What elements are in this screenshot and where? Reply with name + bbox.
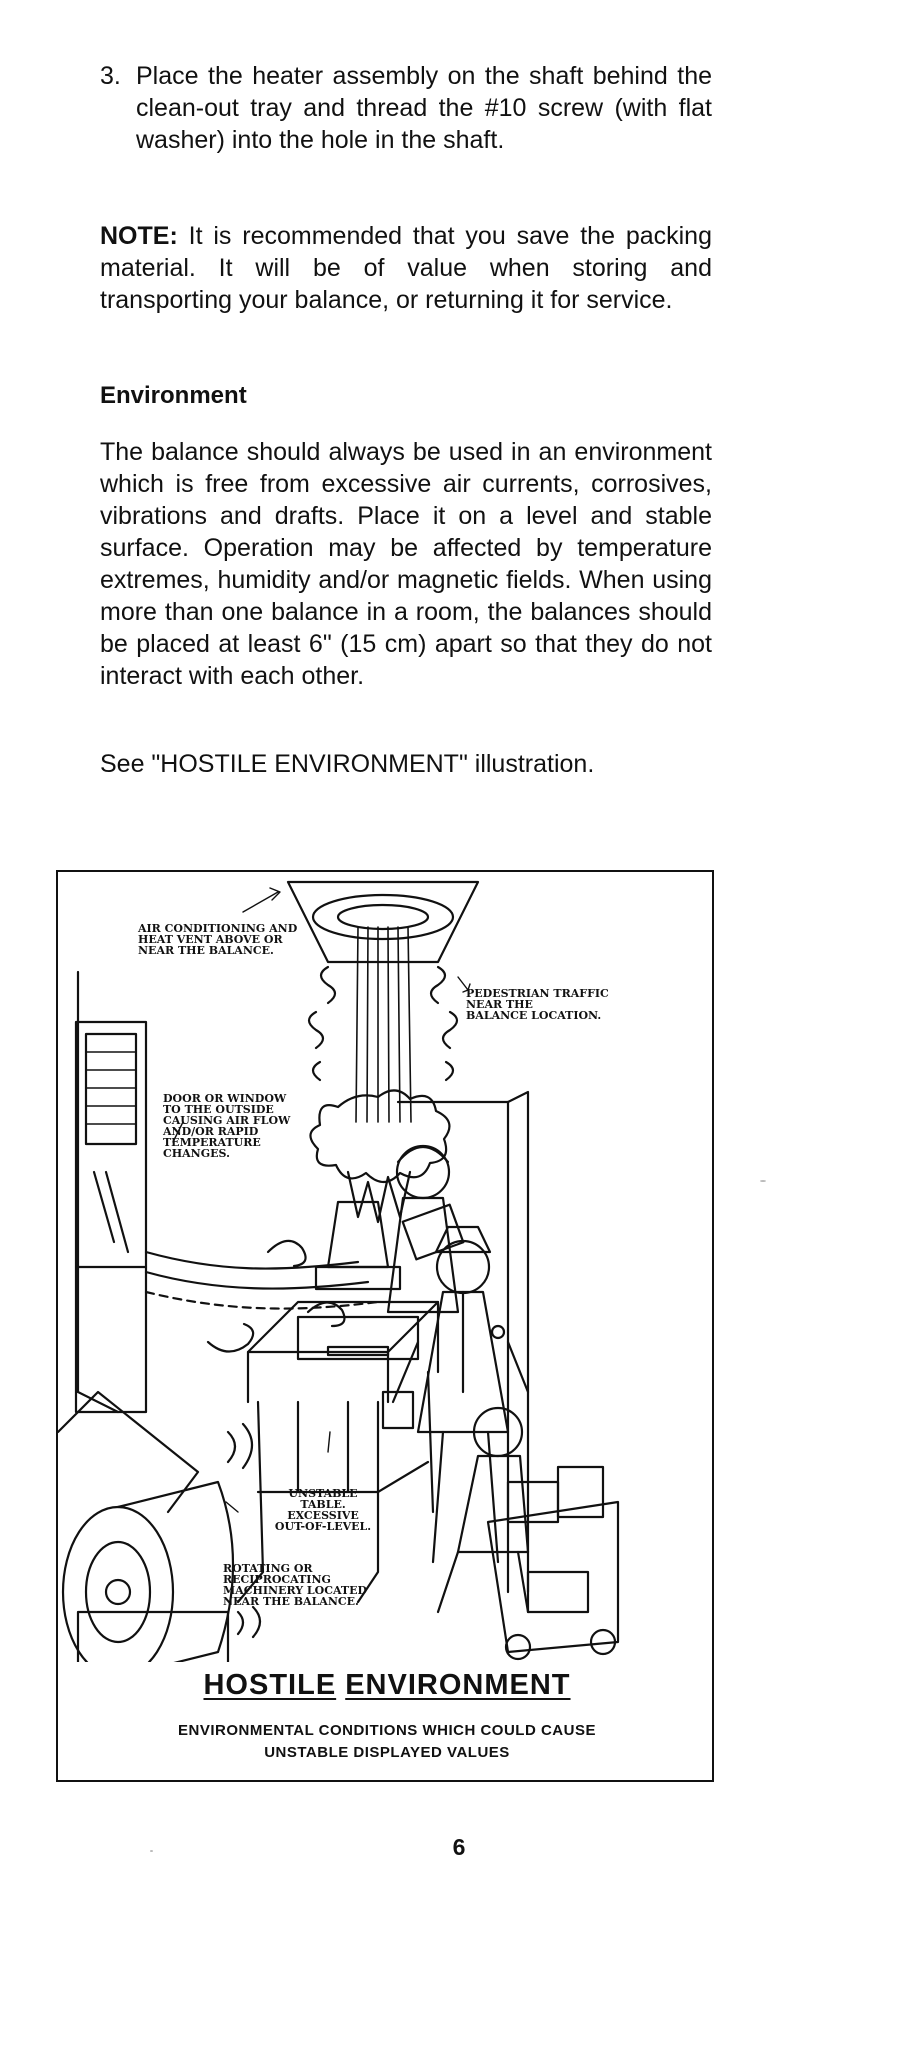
illustration — [58, 872, 716, 1662]
environment-paragraph: The balance should always be used in an environment which is free from excessive air currents, corrosives, vibrations and drafts. Place it on a level and stable surface. Operation may be affected by temperature extremes, humidity and/or magnetic fields. When using more than one balance in a room, the balances should be placed at least 6" (15 cm) apart so that they do not interact with each other. — [100, 438, 712, 690]
label-table-2: TABLE. — [300, 1498, 346, 1511]
label-door-6: CHANGES. — [163, 1147, 230, 1160]
label-pedestrian-2: NEAR THE — [466, 998, 533, 1011]
label-door-2: TO THE OUTSIDE — [163, 1103, 274, 1116]
figure-title-part2: ENVIRONMENT — [345, 1669, 571, 1701]
note-paragraph — [100, 220, 712, 316]
label-table-4: OUT-OF-LEVEL. — [274, 1520, 372, 1533]
label-machinery-1: ROTATING OR — [223, 1562, 313, 1575]
step-text: Place the heater assembly on the shaft behind the clean-out tray and thread the #10 screw (with flat washer) into the hole in the shaft. — [136, 62, 712, 154]
see-illustration-text: See "HOSTILE ENVIRONMENT" illustration. — [100, 750, 595, 778]
step-3 — [100, 60, 712, 156]
rotating-machinery — [58, 1392, 198, 1512]
door — [398, 1102, 508, 1592]
label-machinery-4: NEAR THE BALANCE. — [223, 1595, 359, 1608]
section-heading: Environment — [100, 382, 247, 409]
figure-subtitle-line2: UNSTABLE DISPLAYED VALUES — [264, 1744, 510, 1761]
label-table-3: EXCESSIVE — [287, 1509, 359, 1522]
label-machinery-3: MACHINERY LOCATED — [223, 1584, 368, 1597]
page-number: 6 — [452, 1834, 466, 1860]
air-cloud — [310, 1090, 449, 1182]
label-table-1: UNSTABLE — [288, 1487, 358, 1500]
label-door-5: TEMPERATURE — [163, 1136, 261, 1149]
scan-speck — [760, 1180, 766, 1182]
label-pedestrian-3: BALANCE LOCATION. — [466, 1009, 602, 1022]
label-door-3: CAUSING AIR FLOW — [163, 1114, 291, 1127]
figure-title — [58, 1669, 716, 1702]
hostile-environment-figure — [56, 870, 714, 1782]
figure-subtitle — [58, 1720, 716, 1764]
figure-title-part1: HOSTILE — [203, 1669, 337, 1701]
balance-draft-shield — [328, 1202, 388, 1267]
label-machinery-2: RECIPROCATING — [223, 1573, 331, 1586]
note-text: It is recommended that you save the packing material. It will be of value when storing and transporting your balance, or returning it for service. — [100, 222, 712, 314]
step-number: 3. — [100, 62, 121, 90]
scan-speck — [150, 1850, 153, 1852]
label-air-vent-3: NEAR THE BALANCE. — [138, 944, 274, 957]
label-air-vent-2: HEAT VENT ABOVE OR — [138, 933, 283, 946]
label-pedestrian-1: PEDESTRIAN TRAFFIC — [466, 987, 609, 1000]
figure-subtitle-line1: ENVIRONMENTAL CONDITIONS WHICH COULD CAUSE — [178, 1722, 596, 1739]
label-door-4: AND/OR RAPID — [163, 1125, 259, 1138]
man-head — [437, 1241, 489, 1293]
label-air-vent-1: AIR CONDITIONING AND — [138, 922, 298, 935]
label-door-1: DOOR OR WINDOW — [163, 1092, 287, 1105]
note-label: NOTE: — [100, 222, 178, 250]
